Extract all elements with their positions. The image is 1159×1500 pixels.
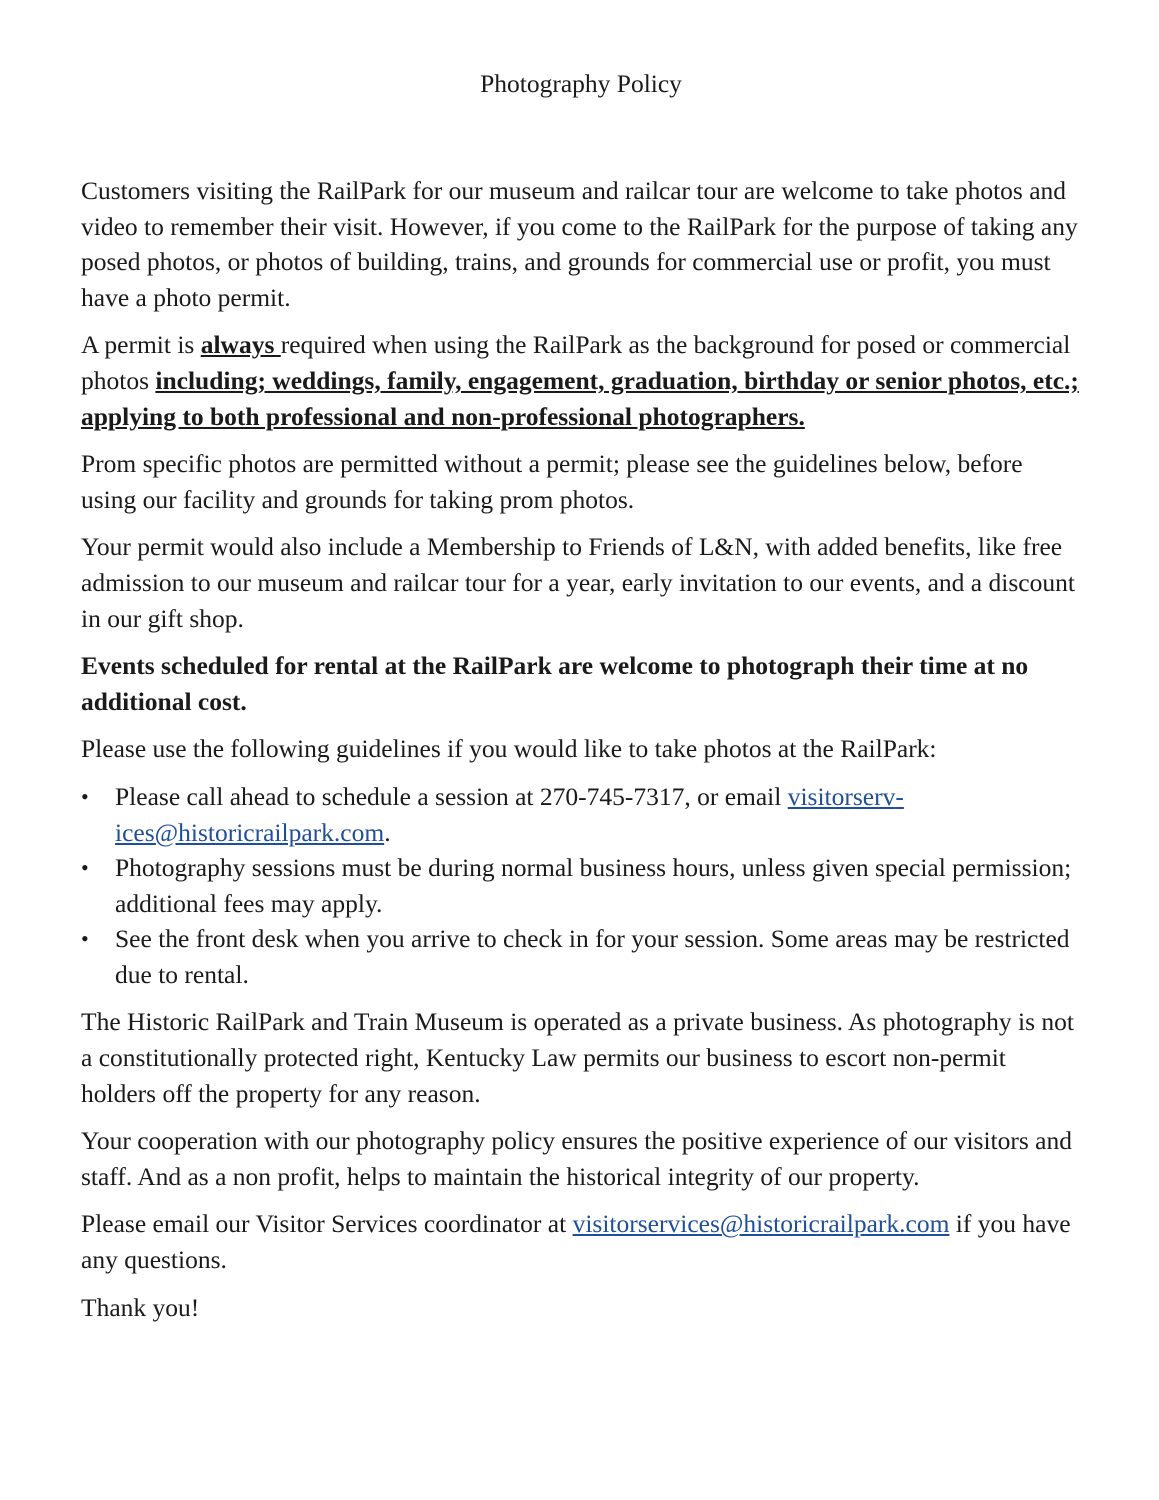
contact-text-start: Please email our Visitor Services coordinator at [81,1209,573,1239]
guidelines-intro: Please use the following guidelines if you would like to take photos at the RailPark: [81,734,937,764]
list-item [81,779,1081,850]
permit-text-start: A permit is [81,330,201,360]
permit-occasions-emphasis: including; weddings, family, engagement, graduation, birthday or senior photos, etc.; applying to both professional and non-professional photographers. [81,365,1079,431]
private-business-paragraph: The Historic RailPark and Train Museum is operated as a private business. As photography is not a constitutionally protected right, Kentucky Law permits our business to escort non-permit holders off the property for any reason. [81,1007,1074,1108]
contact-paragraph [81,1206,1081,1277]
prom-paragraph: Prom specific photos are permitted without a permit; please see the guidelines below, before using our facility and grounds for taking prom photos. [81,449,1023,514]
list-item [81,850,1081,921]
closing-text: Thank you! [81,1292,200,1322]
permit-text-middle: required when using the RailPark as the background for posed or commercial photos [81,330,1071,395]
intro-paragraph: Customers visiting the RailPark for our museum and railcar tour are welcome to take photos and video to remember their visit. However, if you come to the RailPark for the purpose of taking any posed photos, or photos of building, trains, and grounds for commercial use or profit, you must have a photo permit. [81,176,1078,312]
guidelines-list [81,779,1081,993]
guideline-text: Please call ahead to schedule a session at 270-745-7317, or email [115,781,788,811]
bullet-icon: • [81,855,89,881]
guideline-text-end: . [384,817,391,847]
guideline-text: Photography sessions must be during normal business hours, unless given special permission; additional fees may apply. [115,853,1072,918]
always-emphasis: always [200,330,281,360]
bullet-icon: • [81,783,89,809]
membership-paragraph: Your permit would also include a Membership to Friends of L&N, with added benefits, like free admission to our museum and railcar tour for a year, early invitation to our events, and a discount in our gift shop. [81,532,1075,633]
permit-required-paragraph [81,327,1081,434]
contact-text-end: if you have any questions. [81,1209,1071,1275]
page-title: Photography Policy [480,69,682,98]
policy-document [81,66,1081,1337]
list-item [81,921,1081,992]
email-link[interactable]: visitorservices@historicrailpark.com [115,781,904,847]
email-link[interactable]: visitorservices@historicrailpark.com [572,1209,950,1239]
cooperation-paragraph: Your cooperation with our photography policy ensures the positive experience of our visitors and staff. And as a non profit, helps to maintain the historical integrity of our property. [81,1126,1072,1191]
guideline-text: See the front desk when you arrive to check in for your session. Some areas may be restricted due to rental. [115,924,1070,989]
bullet-icon: • [81,926,89,952]
events-rental-paragraph: Events scheduled for rental at the RailPark are welcome to photograph their time at no additional cost. [81,651,1029,716]
